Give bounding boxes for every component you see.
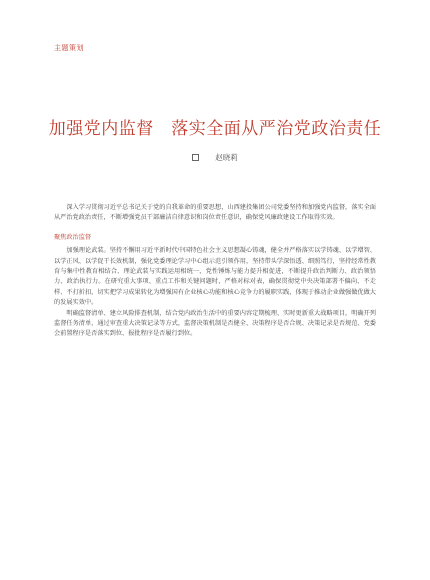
section-subheading: 聚焦政治监督 xyxy=(54,233,92,241)
section-tag: 主题策划 xyxy=(54,44,84,52)
checkbox-square-icon xyxy=(192,154,199,161)
byline xyxy=(0,152,430,163)
body-paragraph-1: 加强理论武装。坚持不懈用习近平新时代中国特色社会主义思想凝心铸魂，健全并严格落实以学铸魂、以学增智、以学正风、以学促干长效机制，强化党委理论学习中心组示范引领作用，坚持带头学深悟透、细照笃行，坚持经常性教育与集中性教育相结合、理论武装与实践运用相统一，党性锤炼与能力提升相促进，不断提升政治判断力、政治领悟力、政治执行力。在研究重大事项、重点工作和关键问题时，严格对标对表，确保贯彻党中央决策部署不偏向、不走样、不打折扣，切实把学习成果转化为增强国有企业核心功能和核心竞争力的履职实践，体现于推动企业做强做优做大的发展实效中。 xyxy=(54,247,376,307)
article-body xyxy=(54,203,376,340)
article-title: 加强党内监督 落实全面从严治党政治责任 xyxy=(48,119,382,139)
author-name: 赵晓莉 xyxy=(215,153,238,162)
body-paragraph-2: 明确监督清单、建立风险排查机制，结合党内政治生活中的重要内容定期梳理、实时更新重大战略项目，明确开列监督任务清单，通过审查重大决策记录等方式，监督决策机制是否健全、决策程序是否合规、决策记录是否规范、党委会前置程序是否落实到位、报批程序是否履行到位。 xyxy=(54,309,376,338)
intro-paragraph: 深入学习贯彻习近平总书记关于党的自我革命的重要思想，山西建投集团公司党委坚持和加强党内监督，落实全面从严治党政治责任，不断增强党员干部廉洁自律意识和岗位责任意识，确保党风廉政建设工作取得实效。 xyxy=(54,204,376,222)
